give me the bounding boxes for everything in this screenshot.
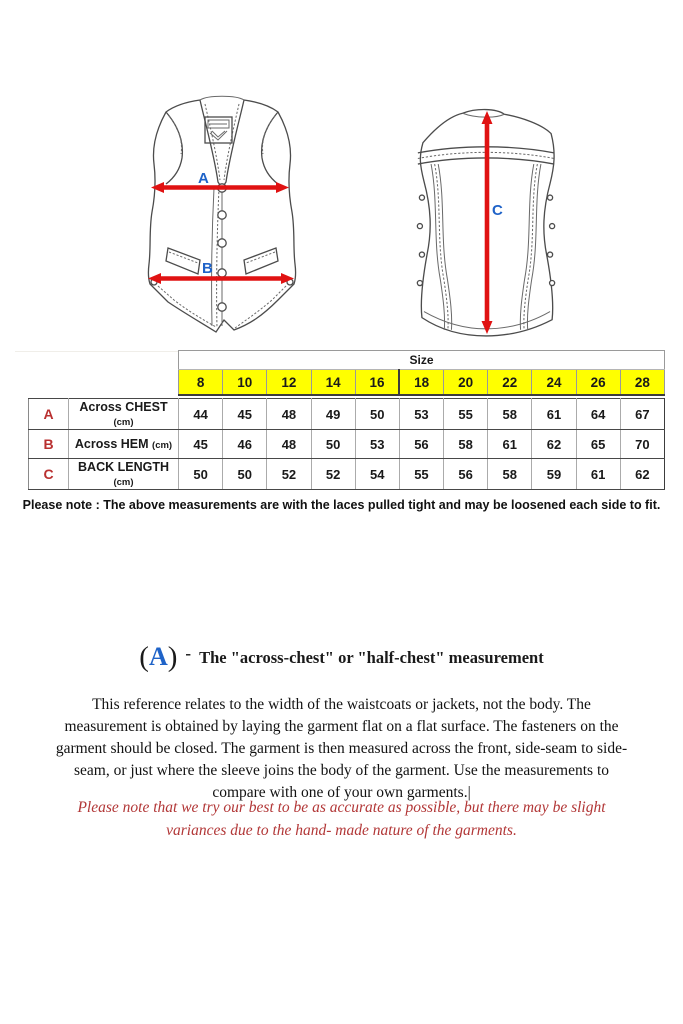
heading-paren-open: ( <box>139 641 149 673</box>
measurement-value-cell: 53 <box>399 399 443 430</box>
explanation-paragraph <box>0 694 683 804</box>
size-header-cell: 20 <box>444 370 488 396</box>
measurement-arrow-c <box>480 111 494 334</box>
measurement-value-cell: 50 <box>355 399 399 430</box>
diagram-label-c: C <box>492 202 503 219</box>
table-row-across-chest <box>29 399 665 430</box>
laces-note: Please note : The above measurements are with the laces pulled tight and may be loosened each side to fit. <box>22 498 661 512</box>
size-header-cell: 10 <box>223 370 267 396</box>
row-unit: (cm) <box>113 417 134 428</box>
measurement-value-cell: 56 <box>399 430 443 459</box>
measurement-value-cell: 59 <box>532 459 576 490</box>
heading-dash: - <box>185 644 192 663</box>
size-values-row <box>179 370 665 396</box>
size-header-table <box>178 350 665 396</box>
measurement-value-cell: 70 <box>620 430 664 459</box>
size-header-cell: 28 <box>620 370 664 396</box>
paragraph-line: garment should be closed. The garment is then measured across the front, side-seam to side- <box>55 740 628 757</box>
measurement-value-cell: 48 <box>267 430 311 459</box>
faint-rule <box>15 351 178 352</box>
heading-letter: A <box>148 642 168 671</box>
paragraph-line: compare with one of your own garments.| <box>212 784 471 801</box>
measurement-value-cell: 45 <box>179 430 223 459</box>
size-header-cell: 22 <box>488 370 532 396</box>
measurement-value-cell: 61 <box>576 459 620 490</box>
accuracy-disclaimer <box>0 797 683 842</box>
row-unit: (cm) <box>113 477 134 488</box>
measurement-value-cell: 55 <box>444 399 488 430</box>
measurement-value-cell: 44 <box>179 399 223 430</box>
section-heading <box>0 641 683 674</box>
vest-front-illustration <box>138 88 306 336</box>
measurement-value-cell: 54 <box>355 459 399 490</box>
size-header-cell: 26 <box>576 370 620 396</box>
measurement-value-cell: 61 <box>532 399 576 430</box>
size-table-title: Size <box>179 351 665 370</box>
paragraph-line: measurement is obtained by laying the garment flat on a flat surface. The fasteners on the <box>64 718 619 735</box>
measurement-value-cell: 50 <box>223 459 267 490</box>
size-header-cell: 14 <box>311 370 355 396</box>
measurement-value-cell: 56 <box>444 459 488 490</box>
size-header-cell: 16 <box>355 370 399 396</box>
row-label: BACK LENGTH (cm) <box>69 459 179 490</box>
measurement-value-cell: 53 <box>355 430 399 459</box>
measurement-value-cell: 61 <box>488 430 532 459</box>
measurement-value-cell: 65 <box>576 430 620 459</box>
disclaimer-line: Please note that we try our best to be as accurate as possible, but there may be slight <box>77 799 606 816</box>
row-letter: B <box>29 430 69 459</box>
paragraph-line: This reference relates to the width of the waistcoats or jackets, not the body. The <box>92 696 591 713</box>
paragraph-line: seam, or just where the sleeve joins the body of the garment. Use the measurements to <box>73 762 610 779</box>
size-title-row <box>179 351 665 370</box>
measurement-value-cell: 64 <box>576 399 620 430</box>
measurement-value-cell: 46 <box>223 430 267 459</box>
diagram-label-a: A <box>198 170 209 187</box>
size-header-cell: 18 <box>399 370 443 396</box>
size-header-cell: 8 <box>179 370 223 396</box>
heading-title: The "across-chest" or "half-chest" measurement <box>199 648 544 667</box>
diagram-label-b: B <box>202 260 213 277</box>
measurement-value-cell: 52 <box>267 459 311 490</box>
measurement-value-cell: 62 <box>532 430 576 459</box>
measurement-arrow-b <box>148 272 294 285</box>
row-label: Across HEM (cm) <box>69 430 179 459</box>
measurement-value-cell: 55 <box>399 459 443 490</box>
table-row-across-hem <box>29 430 665 459</box>
measurement-value-cell: 48 <box>267 399 311 430</box>
size-header-cell: 24 <box>532 370 576 396</box>
size-header-cell: 12 <box>267 370 311 396</box>
measurements-table <box>28 398 665 490</box>
row-label: Across CHEST (cm) <box>69 399 179 430</box>
measurement-value-cell: 50 <box>311 430 355 459</box>
table-row-back-length <box>29 459 665 490</box>
measurement-arrow-a <box>151 181 289 194</box>
measurement-value-cell: 50 <box>179 459 223 490</box>
row-unit: (cm) <box>152 440 173 451</box>
measurement-value-cell: 49 <box>311 399 355 430</box>
measurement-value-cell: 58 <box>444 430 488 459</box>
row-letter: C <box>29 459 69 490</box>
heading-paren-close: ) <box>167 641 178 673</box>
row-letter: A <box>29 399 69 430</box>
disclaimer-line: variances due to the hand- made nature of the garments. <box>166 821 517 839</box>
measurement-value-cell: 58 <box>488 399 532 430</box>
measurement-value-cell: 45 <box>223 399 267 430</box>
measurement-value-cell: 67 <box>620 399 664 430</box>
measurement-value-cell: 58 <box>488 459 532 490</box>
measurement-value-cell: 62 <box>620 459 664 490</box>
measurement-value-cell: 52 <box>311 459 355 490</box>
